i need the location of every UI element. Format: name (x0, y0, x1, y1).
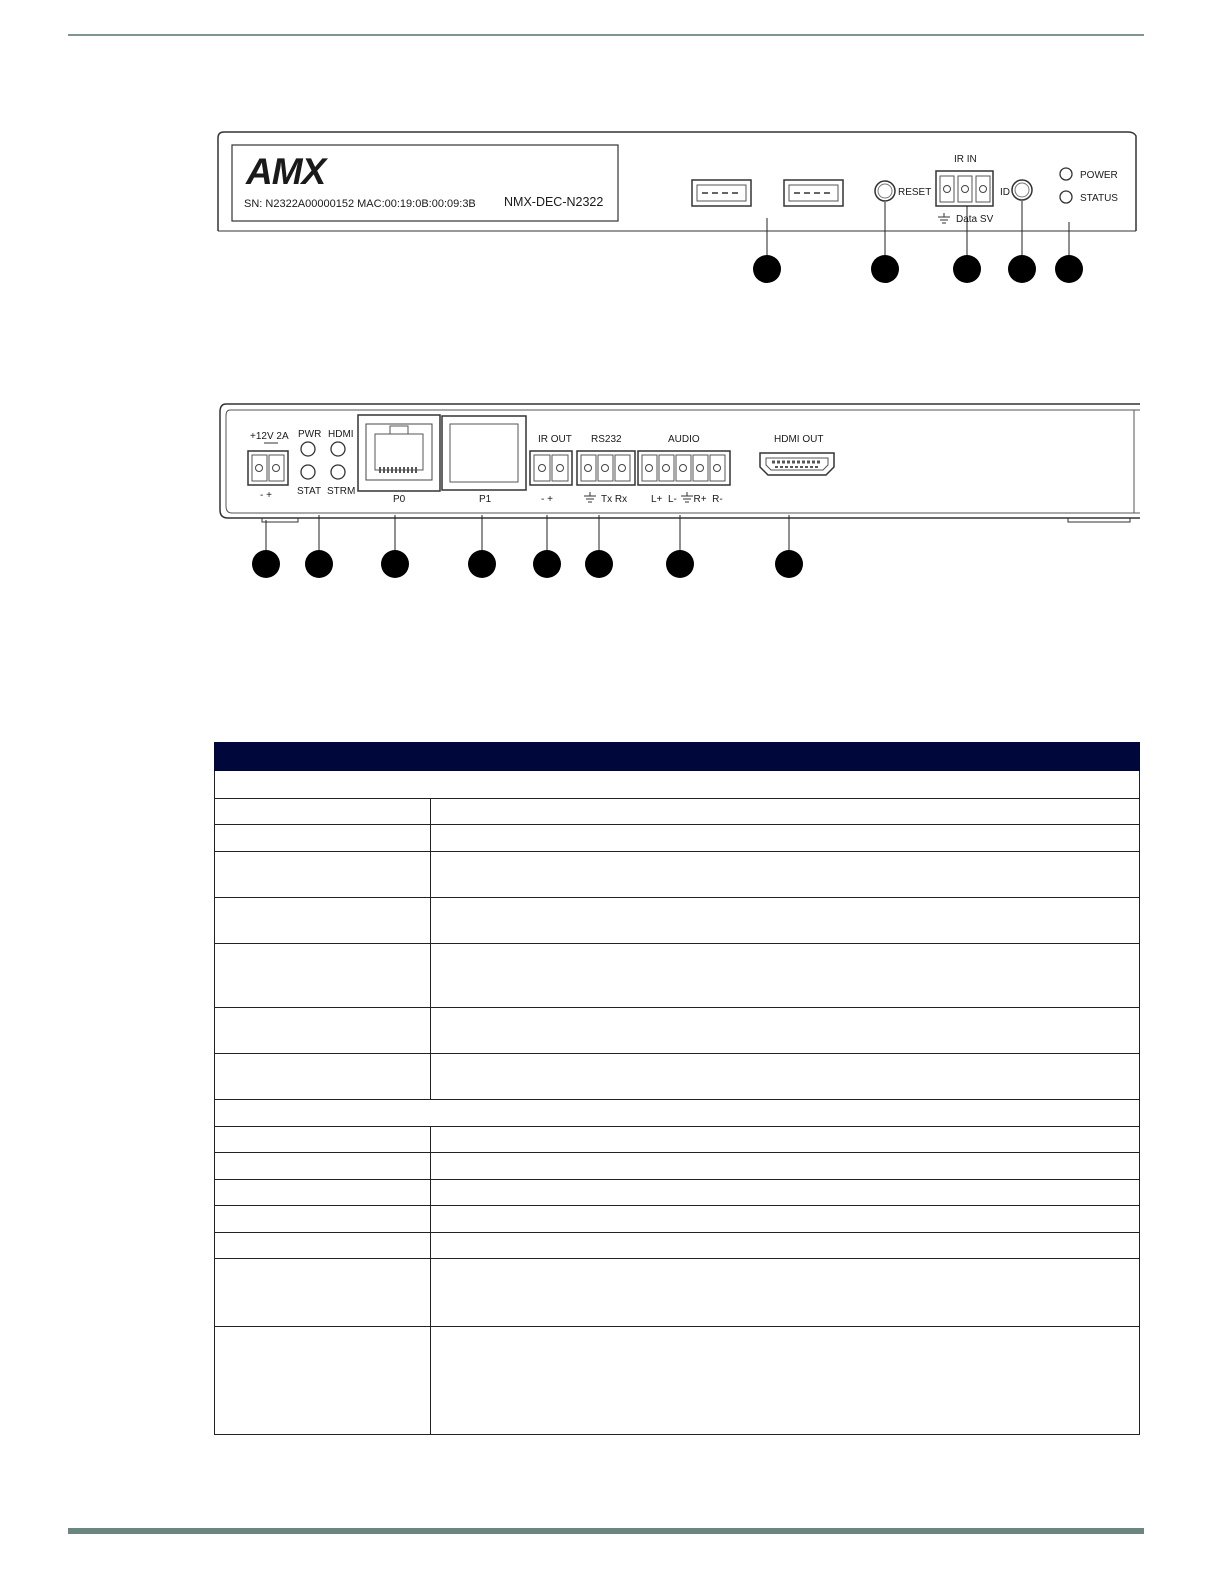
table-cell-label (215, 852, 431, 897)
rear-callout-8 (775, 515, 803, 578)
usb-port-1 (692, 180, 751, 206)
rear-callout-3 (381, 515, 409, 578)
amx-logo-icon: AMX (246, 151, 326, 192)
table-row (214, 1054, 1140, 1100)
table-cell-value (431, 944, 1139, 1007)
ir-out-label: IR OUT (538, 434, 572, 445)
table-cell-value (431, 898, 1139, 943)
spec-table (214, 742, 1140, 1435)
rear-panel-diagram (0, 380, 1224, 600)
stat-label: STAT (297, 486, 322, 497)
data-label: Data SV (956, 214, 994, 225)
hdmi-out-label: HDMI OUT (774, 434, 824, 445)
p0-ethernet-port (358, 415, 440, 491)
table-cell-label (215, 1153, 431, 1179)
table-cell-value (431, 1233, 1139, 1258)
rs232-ground-icon (584, 492, 596, 502)
stat-led-icon (301, 465, 315, 479)
table-row (214, 1233, 1140, 1259)
front-callout-1 (753, 218, 781, 283)
ir-out-connector (530, 451, 572, 485)
table-cell-label (215, 799, 431, 824)
table-cell-value (431, 1180, 1139, 1205)
power-pins-label: - + (260, 490, 272, 501)
power-led-icon (1060, 168, 1072, 180)
p0-label: P0 (393, 494, 406, 505)
p1-label: P1 (479, 494, 492, 505)
id-button-inner (1015, 183, 1029, 197)
table-cell-label (215, 1206, 431, 1232)
rs232-label: RS232 (591, 434, 622, 445)
table-row (214, 852, 1140, 898)
table-cell-value (431, 799, 1139, 824)
table-cell-value (431, 1327, 1139, 1434)
power-label: POWER (1080, 170, 1118, 181)
table-row (214, 1327, 1140, 1435)
table-row (214, 1259, 1140, 1327)
audio-label: AUDIO (668, 434, 700, 445)
table-row (214, 825, 1140, 852)
bottom-rule (68, 1528, 1144, 1534)
table-row (214, 1180, 1140, 1206)
hdmi-out-port (760, 453, 834, 475)
pwr-led-icon (301, 442, 315, 456)
table-cell-value (431, 1127, 1139, 1152)
ir-out-pins-label: - + (541, 494, 553, 505)
table-cell-value (431, 1206, 1139, 1232)
table-cell-label (215, 1008, 431, 1053)
table-cell-label (215, 825, 431, 851)
strm-led-icon (331, 465, 345, 479)
rear-callout-6 (585, 515, 613, 578)
serial-mac-label: SN: N2322A00000152 MAC:00:19:0B:00:09:3B (244, 198, 476, 210)
table-cell-label (215, 944, 431, 1007)
rear-callout-2 (305, 515, 333, 578)
strm-label: STRM (327, 486, 356, 497)
table-cell-label (215, 1180, 431, 1205)
rs232-pins-label: Tx Rx (601, 494, 628, 505)
rs232-connector (577, 451, 635, 485)
rear-callout-7 (666, 515, 694, 578)
id-label: ID (1000, 187, 1010, 198)
status-label: STATUS (1080, 193, 1118, 204)
table-cell-label (215, 898, 431, 943)
audio-connector (638, 451, 730, 485)
table-cell-value (431, 1259, 1139, 1326)
table-row (214, 1206, 1140, 1233)
status-led-icon (1060, 191, 1072, 203)
table-row (214, 1153, 1140, 1180)
table-row (214, 1127, 1140, 1153)
p1-sfp-port (442, 416, 526, 490)
table-cell-label (215, 1259, 431, 1326)
ir-in-label: IR IN (954, 154, 977, 165)
rear-callout-1 (252, 520, 280, 578)
hdmi-led-label: HDMI (328, 429, 354, 440)
model-label: NMX-DEC-N2322 (504, 195, 604, 209)
spec-table-header (214, 742, 1140, 771)
front-panel-diagram (0, 0, 1224, 300)
table-row (214, 1008, 1140, 1054)
table-row (214, 799, 1140, 825)
table-cell-label (215, 1233, 431, 1258)
ground-icon (938, 213, 950, 223)
rear-callout-5 (533, 515, 561, 578)
table-cell-label (215, 1127, 431, 1152)
pwr-label: PWR (298, 429, 322, 440)
front-panel-svg (0, 0, 1224, 300)
front-callout-2 (871, 202, 899, 283)
reset-label: RESET (898, 187, 932, 198)
audio-pins-label: L+ L- R+ R- (651, 494, 723, 505)
table-row (214, 944, 1140, 1008)
table-cell-value (431, 852, 1139, 897)
power-connector (248, 451, 288, 485)
reset-button-inner (878, 184, 892, 198)
power-input-label: +12V 2A (250, 431, 289, 442)
hdmi-led-icon (331, 442, 345, 456)
rear-panel-svg (0, 380, 1224, 600)
table-cell-value (431, 1153, 1139, 1179)
table-cell-value (431, 825, 1139, 851)
table-cell-value (431, 1008, 1139, 1053)
table-cell-value (431, 1054, 1139, 1099)
table-row (214, 898, 1140, 944)
table-cell-label (215, 1054, 431, 1099)
front-chassis-outline (218, 132, 1136, 231)
front-callout-4 (1008, 201, 1036, 283)
table-cell-label (215, 1327, 431, 1434)
ir-in-connector (936, 171, 993, 206)
rear-callout-4 (468, 515, 496, 578)
usb-port-2 (784, 180, 843, 206)
spec-table-section (214, 1100, 1140, 1127)
spec-table-section (214, 771, 1140, 799)
